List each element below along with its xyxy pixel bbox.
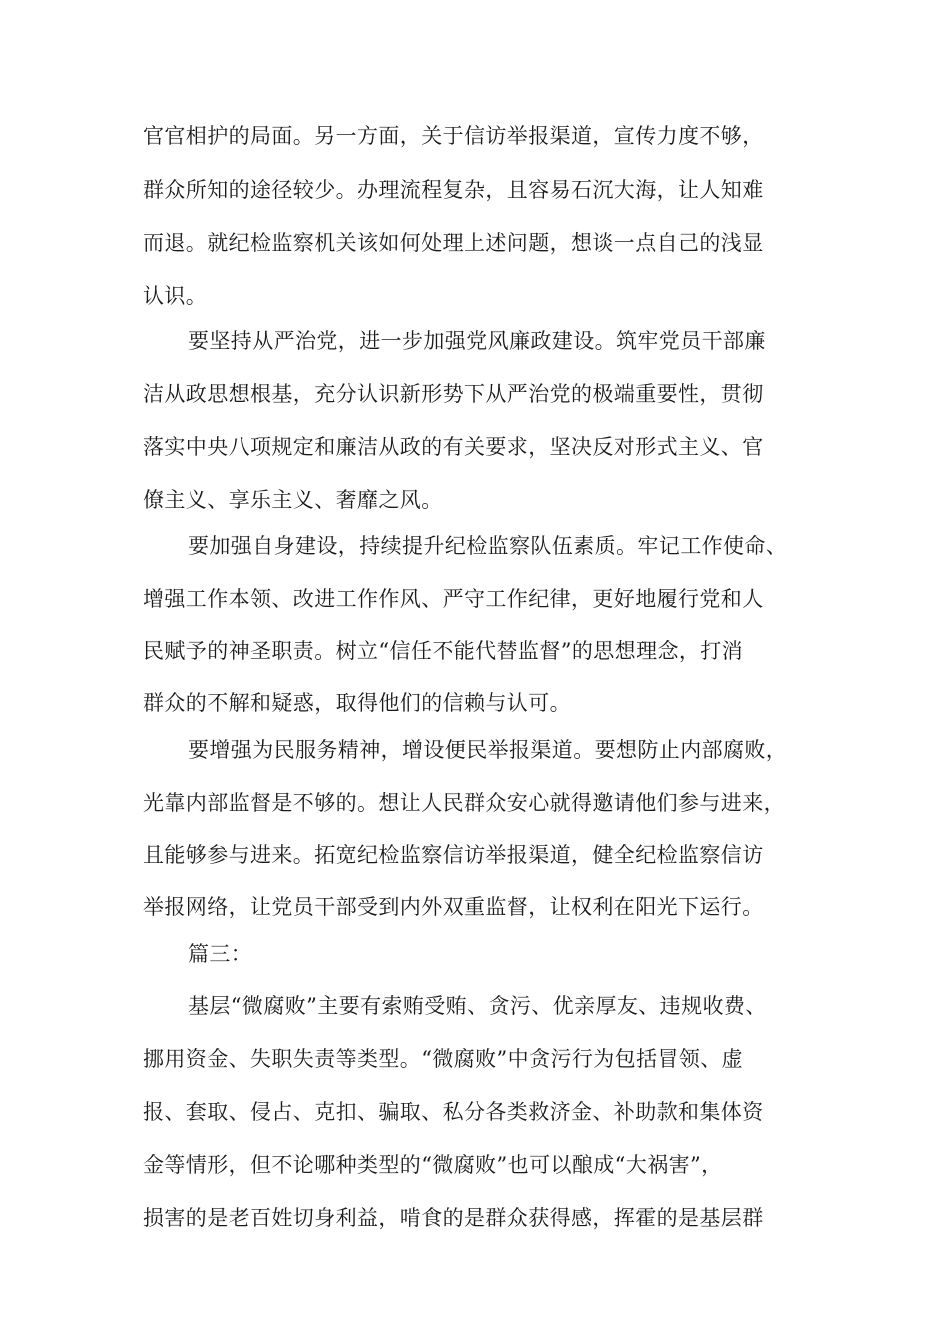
- text-line: 报、套取、侵占、克扣、骗取、私分各类救济金、补助款和集体资: [143, 1100, 764, 1124]
- text-line: 僚主义、享乐主义、奢靡之风。: [143, 488, 443, 512]
- text-line: 群众所知的途径较少。办理流程复杂，且容易石沉大海，让人知难: [143, 178, 764, 202]
- text-line: 而退。就纪检监察机关该如何处理上述问题，想谈一点自己的浅显: [143, 231, 764, 255]
- text-line: 洁从政思想根基，充分认识新形势下从严治党的极端重要性，贯彻: [143, 382, 764, 406]
- text-line: 民赋予的神圣职责。树立“信任不能代替监督”的思想理念，打消: [143, 639, 744, 663]
- paragraph-first-line: 要加强自身建设，持续提升纪检监察队伍素质。牢记工作使命、: [188, 534, 788, 558]
- text-line: 挪用资金、失职失责等类型。“微腐败”中贪污行为包括冒领、虚: [143, 1047, 744, 1071]
- text-line: 举报网络，让党员干部受到内外双重监督，让权利在阳光下运行。: [143, 895, 764, 919]
- text-line: 官官相护的局面。另一方面，关于信访举报渠道，宣传力度不够，: [143, 124, 764, 148]
- text-line: 损害的是老百姓切身利益，啃食的是群众获得感，挥霍的是基层群: [143, 1206, 764, 1230]
- paragraph-first-line: 要增强为民服务精神，增设便民举报渠道。要想防止内部腐败，: [188, 738, 788, 762]
- text-line: 且能够参与进来。拓宽纪检监察信访举报渠道，健全纪检监察信访: [143, 843, 764, 867]
- paragraph-first-line: 要坚持从严治党，进一步加强党风廉政建设。筑牢党员干部廉: [188, 329, 766, 353]
- text-line: 群众的不解和疑惑，取得他们的信赖与认可。: [143, 691, 571, 715]
- section-heading: 篇三：: [188, 942, 253, 966]
- text-line: 金等情形，但不论哪种类型的“微腐败”也可以酿成“大祸害”，: [143, 1153, 723, 1177]
- paragraph-first-line: 基层“微腐败”主要有索贿受贿、贪污、优亲厚友、违规收费、: [188, 994, 767, 1018]
- text-line: 增强工作本领、改进工作作风、严守工作纪律，更好地履行党和人: [143, 587, 764, 611]
- text-line: 光靠内部监督是不够的。想让人民群众安心就得邀请他们参与进来，: [143, 791, 785, 815]
- text-line: 落实中央八项规定和廉洁从政的有关要求，坚决反对形式主义、官: [143, 435, 764, 459]
- text-line: 认识。: [143, 284, 208, 308]
